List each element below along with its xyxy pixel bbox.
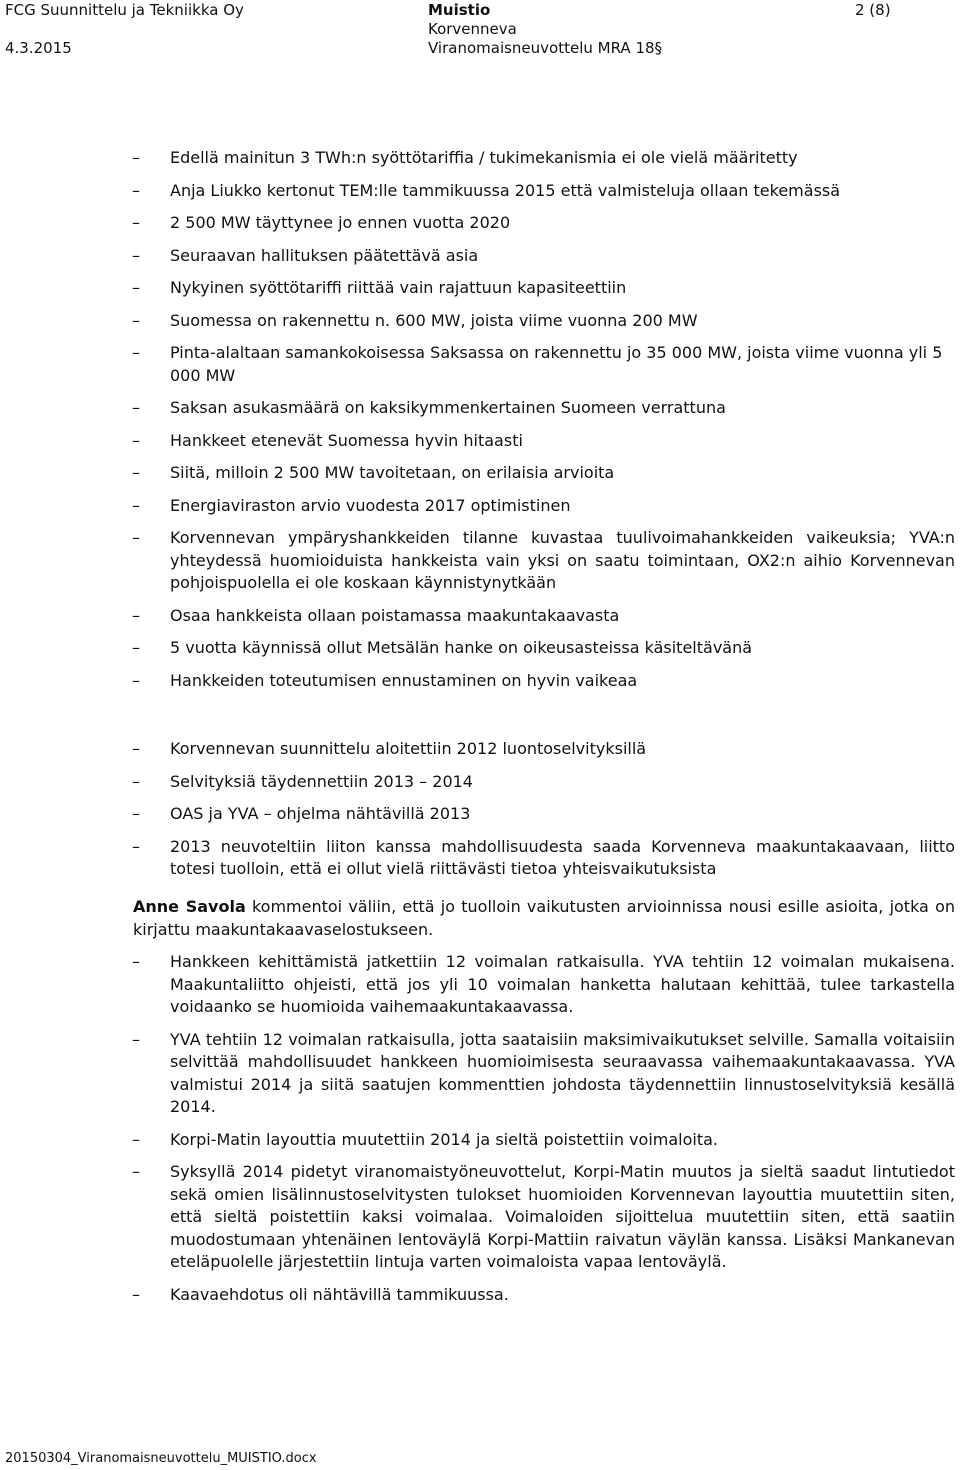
dash-bullet: – bbox=[132, 463, 140, 482]
list-item bbox=[0, 1161, 960, 1274]
footer-filename: 20150304_Viranomaisneuvottelu_MUISTIO.docx bbox=[5, 1451, 317, 1466]
list-item-text: Siitä, milloin 2 500 MW tavoitetaan, on erilaisia arvioita bbox=[170, 463, 615, 482]
list-item bbox=[0, 147, 960, 170]
comment-text: kommentoi väliin, että jo tuolloin vaikutusten arvioinnissa nousi esille asioita, jotka on kirjattu maakuntakaavaselostukseen. bbox=[133, 897, 956, 939]
list-item bbox=[0, 212, 960, 235]
dash-bullet: – bbox=[132, 1162, 140, 1181]
dash-bullet: – bbox=[132, 278, 140, 297]
list-item-text: Hankkeet etenevät Suomessa hyvin hitaasti bbox=[170, 430, 523, 450]
list-item-text: 2013 neuvoteltiin liiton kanssa mahdollisuudesta saada Korvenneva maakuntakaavaan, liitto totesi tuolloin, että ei ollut vielä riittävästi tietoa yhteisvaikutuksista bbox=[170, 836, 955, 878]
dash-bullet: – bbox=[132, 528, 140, 547]
dash-bullet: – bbox=[132, 213, 140, 232]
dash-bullet: – bbox=[132, 739, 140, 758]
document-date: 4.3.2015 bbox=[5, 39, 72, 57]
bullet-list-development bbox=[0, 951, 960, 1316]
list-item bbox=[0, 803, 960, 826]
list-item-text: Hankkeen kehittämistä jatkettiin 12 voimalan ratkaisulla. YVA tehtiin 12 voimalan mukaisena. Maakuntaliitto ohjeisti, että jos yli 10 voimalan hanketta halutaan kehittää, tulee tarkastella voidaanko se huomioida vaihemaakuntakaavassa. bbox=[170, 952, 955, 1016]
list-item-text: Kaavaehdotus oli nähtävillä tammikuussa. bbox=[170, 1284, 509, 1304]
dash-bullet: – bbox=[132, 670, 140, 690]
bullet-list-status bbox=[0, 147, 960, 702]
dash-bullet: – bbox=[132, 804, 140, 823]
list-item bbox=[0, 836, 960, 881]
list-item bbox=[0, 1029, 960, 1119]
list-item bbox=[0, 245, 960, 268]
list-item-text: 5 vuotta käynnissä ollut Metsälän hanke on oikeusasteissa käsiteltävänä bbox=[170, 638, 753, 657]
list-item-text: Suomessa on rakennettu n. 600 MW, joista viime vuonna 200 MW bbox=[170, 310, 698, 330]
dash-bullet: – bbox=[132, 1284, 140, 1304]
list-item bbox=[0, 342, 960, 387]
list-item bbox=[0, 670, 960, 693]
list-item bbox=[0, 495, 960, 518]
list-item bbox=[0, 605, 960, 628]
meeting-title: Viranomaisneuvottelu MRA 18§ bbox=[428, 39, 663, 57]
dash-bullet: – bbox=[132, 495, 140, 515]
list-item-text: Pinta-alaltaan samankokoisessa Saksassa on rakennettu jo 35 000 MW, joista viime vuonna yli 5 000 MW bbox=[170, 343, 943, 385]
list-item-text: Osaa hankkeista ollaan poistamassa maakuntakaavasta bbox=[170, 605, 620, 625]
list-item bbox=[0, 1129, 960, 1152]
dash-bullet: – bbox=[132, 638, 140, 657]
list-item bbox=[0, 637, 960, 660]
list-item-text: Anja Liukko kertonut TEM:lle tammikuussa 2015 että valmisteluja ollaan tekemässä bbox=[170, 180, 841, 200]
list-item bbox=[0, 1284, 960, 1307]
list-item bbox=[0, 430, 960, 453]
list-item-text: Seuraavan hallituksen päätettävä asia bbox=[170, 245, 479, 265]
dash-bullet: – bbox=[132, 771, 140, 791]
dash-bullet: – bbox=[132, 148, 140, 167]
list-item-text: 2 500 MW täyttynee jo ennen vuotta 2020 bbox=[170, 213, 511, 232]
dash-bullet: – bbox=[132, 605, 140, 625]
list-item-text: Korvennevan ympäryshankkeiden tilanne kuvastaa tuulivoimahankkeiden vaikeuksia; YVA:n yhteydessä huomioiduista hankkeista vain yksi on saatu toimintaan, OX2:n aihio Korvennevan pohjoispuolella ei ole koskaan käynnistynytkään bbox=[170, 528, 955, 592]
project-name: Korvenneva bbox=[428, 20, 517, 38]
dash-bullet: – bbox=[132, 1029, 140, 1049]
list-item-text: Energiaviraston arvio vuodesta 2017 optimistinen bbox=[170, 495, 571, 515]
list-item bbox=[0, 738, 960, 761]
list-item bbox=[0, 771, 960, 794]
dash-bullet: – bbox=[132, 952, 140, 971]
comment-paragraph bbox=[133, 896, 955, 941]
speaker-name: Anne Savola bbox=[133, 897, 246, 916]
list-item bbox=[0, 310, 960, 333]
list-item-text: YVA tehtiin 12 voimalan ratkaisulla, jotta saataisiin maksimivaikutukset selville. Samalla voitaisiin selvittää mahdollisuudet hankkeen huomioimisesta seuraavassa vaihemaakuntakaavassa. YVA valmistui 2014 ja siitä saatujen kommenttien johdosta täydennettiin linnustoselvityksiä kesällä 2014. bbox=[170, 1029, 955, 1116]
list-item-text: Saksan asukasmäärä on kaksikymmenkertainen Suomeen verrattuna bbox=[170, 398, 726, 417]
list-item-text: OAS ja YVA – ohjelma nähtävillä 2013 bbox=[170, 804, 471, 823]
bullet-list-history bbox=[0, 738, 960, 891]
dash-bullet: – bbox=[132, 343, 140, 362]
dash-bullet: – bbox=[132, 1129, 140, 1149]
list-item bbox=[0, 462, 960, 485]
company-name: FCG Suunnittelu ja Tekniikka Oy bbox=[5, 1, 244, 19]
list-item-text: Korpi-Matin layouttia muutettiin 2014 ja sieltä poistettiin voimaloita. bbox=[170, 1129, 718, 1149]
list-item bbox=[0, 180, 960, 203]
list-item bbox=[0, 527, 960, 595]
page-number: 2 (8) bbox=[855, 1, 891, 19]
dash-bullet: – bbox=[132, 310, 140, 330]
list-item bbox=[0, 951, 960, 1019]
document-type: Muistio bbox=[428, 1, 491, 19]
dash-bullet: – bbox=[132, 180, 140, 200]
dash-bullet: – bbox=[132, 430, 140, 450]
list-item-text: Edellä mainitun 3 TWh:n syöttötariffia / tukimekanismia ei ole vielä määritetty bbox=[170, 148, 798, 167]
dash-bullet: – bbox=[132, 398, 140, 417]
list-item-text: Hankkeiden toteutumisen ennustaminen on hyvin vaikeaa bbox=[170, 670, 638, 690]
list-item bbox=[0, 277, 960, 300]
dash-bullet: – bbox=[132, 836, 140, 856]
dash-bullet: – bbox=[132, 245, 140, 265]
list-item-text: Syksyllä 2014 pidetyt viranomaistyöneuvottelut, Korpi-Matin muutos ja sieltä saadut lintutiedot sekä omien lisälinnustoselvitysten tulokset huomioiden Korvennevan layouttia muutettiin siten, että sieltä poistettiin kaksi voimalaa. Voimaloiden sijoittelua muutettiin siten, että saatiin muodostumaan yhtenäinen lentoväylä Korpi-Mattiin raivatun väylän kanssa. Lisäksi Mankanevan eteläpuolelle järjestettiin lintuja varten voimaloista vapaa lentoväylä. bbox=[170, 1162, 955, 1271]
list-item-text: Nykyinen syöttötariffi riittää vain rajattuun kapasiteettiin bbox=[170, 278, 627, 297]
list-item bbox=[0, 397, 960, 420]
list-item-text: Korvennevan suunnittelu aloitettiin 2012 luontoselvityksillä bbox=[170, 739, 647, 758]
list-item-text: Selvityksiä täydennettiin 2013 – 2014 bbox=[170, 771, 473, 791]
